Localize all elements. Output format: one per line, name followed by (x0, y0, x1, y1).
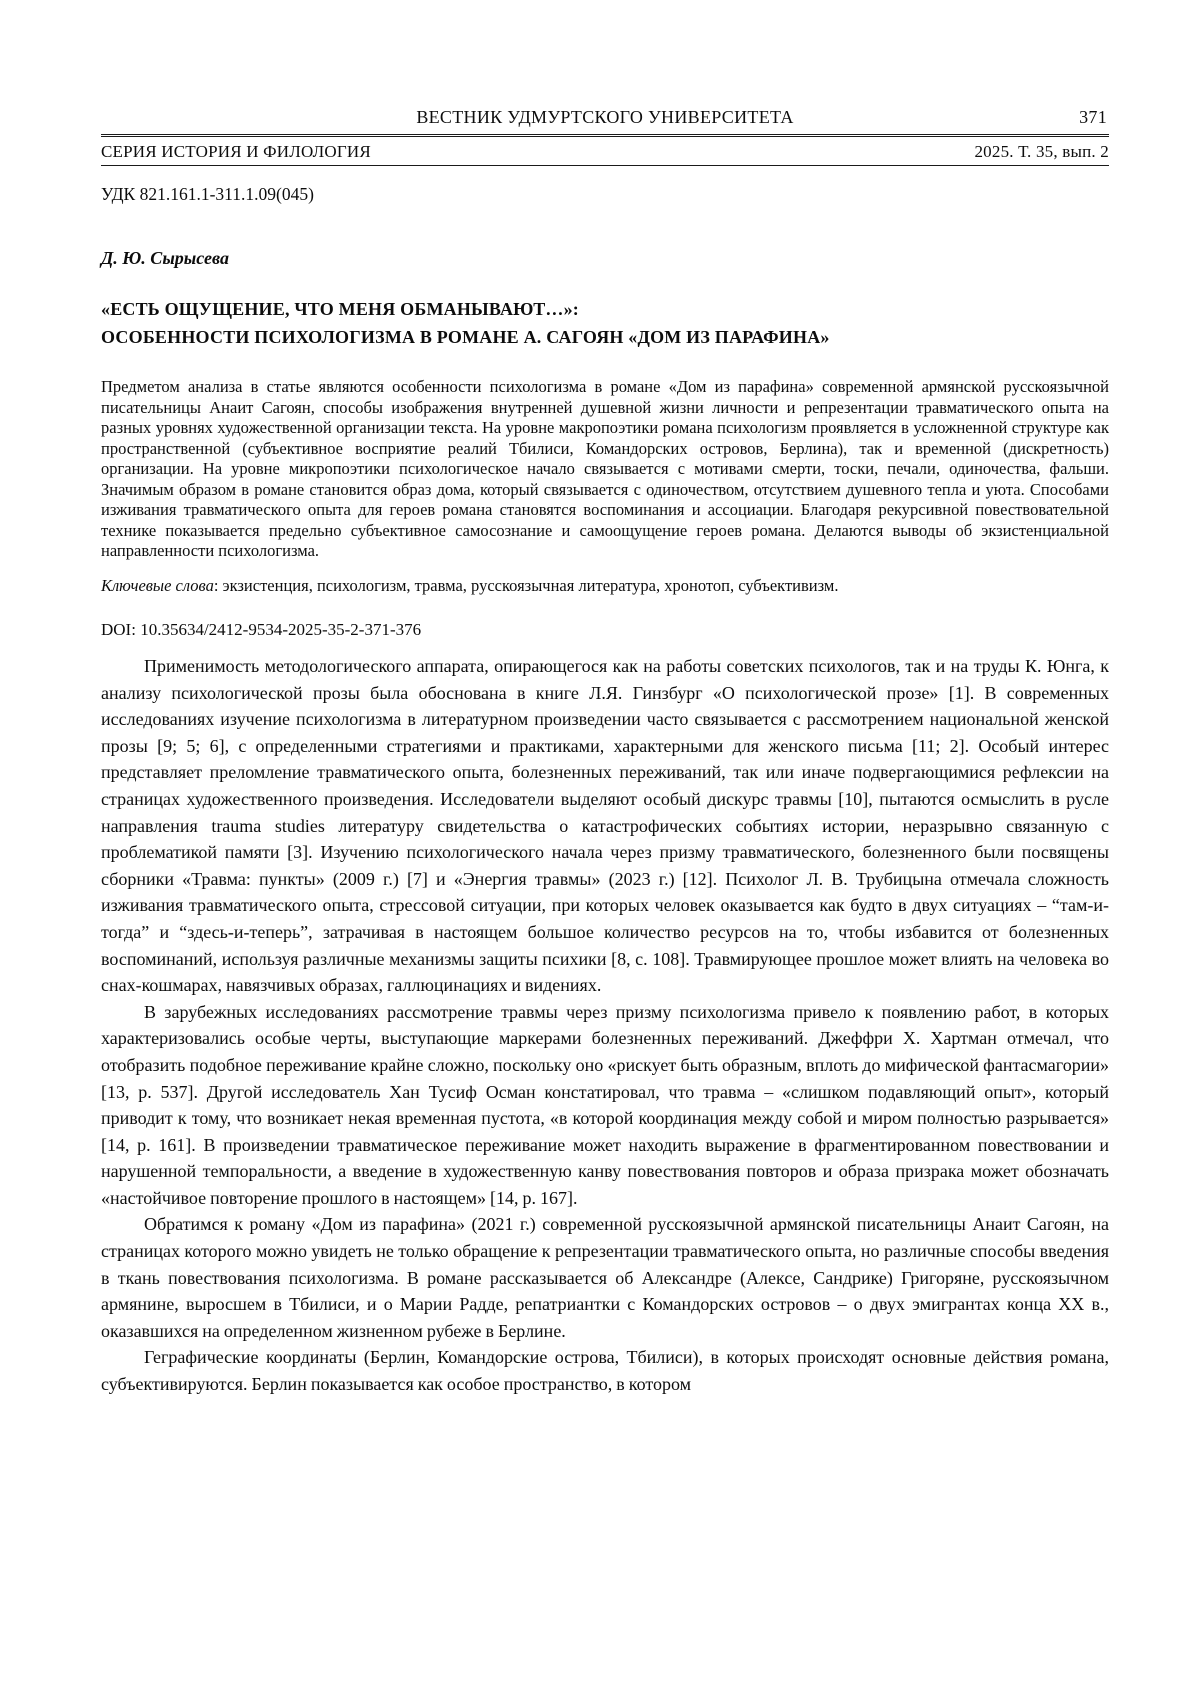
series-row (101, 137, 1109, 166)
keywords-list: : экзистенция, психологизм, травма, русскоязычная литература, хронотоп, субъективизм. (213, 575, 839, 595)
page-content (101, 0, 1109, 1398)
author-name: Д. Ю. Сырысева (101, 248, 229, 268)
journal-title: ВЕСТНИК УДМУРТСКОГО УНИВЕРСИТЕТА (416, 107, 794, 127)
abstract-text: Предметом анализа в статье являются особенности психологизма в романе «Дом из парафина» современной армянской русскоязычной писательницы Анаит Сагоян, способы изображения внутренней душевной жизни личности и репрезентации травматического опыта на разных уровнях художественной организации текста. На уровне макропоэтики романа психологизм проявляется в усложненной структуре как пространственной (субъективное восприятие реалий Тбилиси, Командорских островов, Берлина), так и временной (дискретность) организации. На уровне микропоэтики психологическое начало связывается с мотивами смерти, тоски, печали, одиночества, фальши. Значимым образом в романе становится образ дома, который связывается с одиночеством, отсутствием душевного тепла и уюта. Способами изживания травматического опыта для героев романа становятся воспоминания и ассоциации. Благодаря рекурсивной повествовательной технике показывается предельно субъективное самосознание и самоощущение героев романа. Делаются выводы об экзистенциальной направленности психологизма. (101, 377, 1109, 560)
series-title: СЕРИЯ ИСТОРИЯ И ФИЛОЛОГИЯ (101, 142, 371, 161)
udc-code: УДК 821.161.1-311.1.09(045) (101, 184, 314, 204)
body-paragraph-1: Применимость методологического аппарата, опирающегося как на работы советских психологов, так и на труды К. Юнга, к анализу психологической прозы была обоснована в книге Л.Я. Гинзбург «О психологической прозе» [1]. В современных исследованиях изучение психологизма в литературном произведении часто связывается с рассмотрением национальной женской прозы [9; 5; 6], с определенными стратегиями и практиками, характерными для женского письма [11; 2]. Особый интерес представляет преломление травматического опыта, болезненных переживаний, так или иначе подвергающимися рефлексии на страницах художественного произведения. Исследователи выделяют особый дискурс травмы [10], пытаются осмыслить в русле направления trauma studies литературу свидетельства о катастрофических событиях истории, неразрывно связанную с проблематикой памяти [3]. Изучению психологического начала через призму травматического, болезненного были посвящены сборники «Травма: пункты» (2009 г.) [7] и «Энергия травмы» (2023 г.) [12]. Психолог Л. В. Трубицына отмечала сложность изживания травматического опыта, стрессовой ситуации, при которых человек оказывается как будто в двух ситуациях – “там-и-тогда” и “здесь-и-теперь”, затрачивая в настоящем большое количество ресурсов на то, чтобы избавится от болезненных воспоминаний, используя различные механизмы защиты психики [8, с. 108]. Травмирующее прошлое может влиять на человека во снах-кошмарах, навязчивых образах, галлюцинациях и видениях. (101, 656, 1109, 996)
body-paragraph-4: Геграфические координаты (Берлин, Командорские острова, Тбилиси), в которых происходят основные действия романа, субъективируются. Берлин показывается как особое пространство, в котором (101, 1347, 1109, 1395)
doi-line: DOI: 10.35634/2412-9534-2025-35-2-371-376 (101, 620, 422, 639)
page-number: 371 (1079, 107, 1107, 127)
body-paragraph-2: В зарубежных исследованиях рассмотрение травмы через призму психологизма привело к появлению работ, в которых характеризовались особые черты, выступающие маркерами болезненных переживаний. Джеффри Х. Хартман отмечал, что отобразить подобное переживание крайне сложно, поскольку оно «рискует быть образным, вплоть до мифической фантасмагории» [13, p. 537]. Другой исследователь Хан Тусиф Осман констатировал, что травма – «слишком подавляющий опыт», который приводит к тому, что возникает некая временная пустота, «в которой координация между собой и миром полностью разрывается» [14, p. 161]. В произведении травматическое переживание может находить выражение в фрагментированном повествовании и нарушенной темпоральности, а введение в художественную канву повествования повторов и образа призрака может обозначать «настойчивое повторение прошлого в настоящем» [14, p. 167]. (101, 1001, 1109, 1208)
running-head (101, 106, 1109, 137)
keywords-line (101, 576, 1109, 597)
article-title-line2: ОСОБЕННОСТИ ПСИХОЛОГИЗМА В РОМАНЕ А. САГОЯН «ДОМ ИЗ ПАРАФИНА» (101, 327, 830, 347)
keywords-label: Ключевые слова (101, 575, 214, 595)
issue-info: 2025. Т. 35, вып. 2 (974, 142, 1109, 161)
body-paragraph-3: Обратимся к роману «Дом из парафина» (2021 г.) современной русскоязычной армянской писательницы Анаит Сагоян, на страницах которого можно увидеть не только обращение к репрезентации травматического опыта, но различные способы введения в ткань повествования психологизма. В романе рассказывается об Александре (Алексе, Сандрике) Григоряне, русскоязычном армянине, выросшем в Тбилиси, и о Марии Радде, репатриантки с Командорских островов – о двух эмигрантах конца ХХ в., оказавшихся на определенном жизненном рубеже в Берлине. (101, 1214, 1109, 1341)
article-title-line1: «ЕСТЬ ОЩУЩЕНИЕ, ЧТО МЕНЯ ОБМАНЫВАЮТ…»: (101, 299, 579, 319)
article-body (101, 653, 1109, 1398)
article-title (101, 295, 1109, 351)
